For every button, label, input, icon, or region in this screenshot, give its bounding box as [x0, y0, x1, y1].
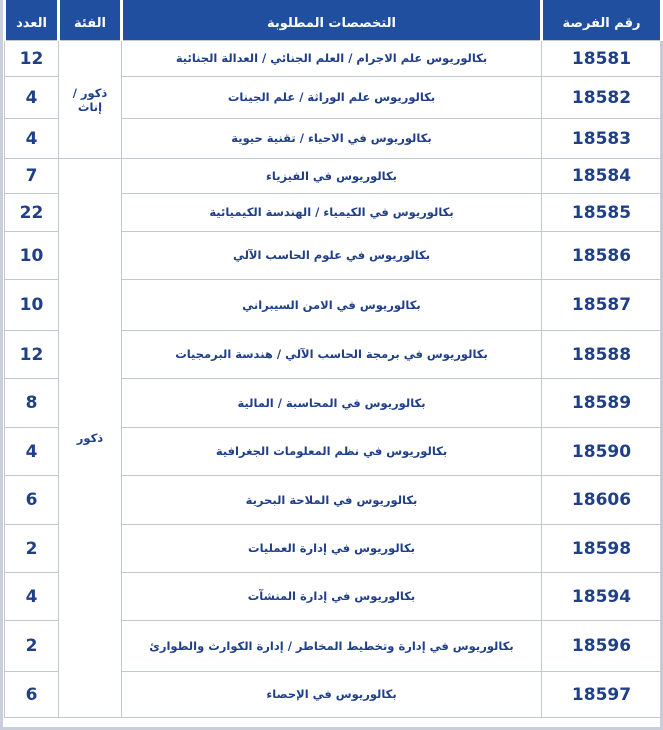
table-row [5, 41, 662, 77]
specialization: بكالوريوس في الامن السيبراني [122, 280, 542, 331]
seat-count: 10 [5, 280, 59, 331]
header-specialization: التخصصات المطلوبة [122, 0, 542, 41]
specialization: بكالوريوس في الكيمياء / الهندسة الكيميائية [122, 194, 542, 232]
specialization: بكالوريوس علم الاجرام / العلم الجنائي / العدالة الجنائية [122, 41, 542, 77]
opportunity-code: 18585 [542, 194, 662, 232]
opportunity-code: 18606 [542, 476, 662, 525]
opportunity-code: 18583 [542, 119, 662, 159]
seat-count: 6 [5, 672, 59, 718]
table-row [5, 159, 662, 194]
specialization: بكالوريوس في إدارة وتخطيط المخاطر / إدارة الكوارث والطوارئ [122, 621, 542, 672]
seat-count: 4 [5, 119, 59, 159]
seat-count: 2 [5, 621, 59, 672]
opportunity-code: 18590 [542, 428, 662, 476]
seat-count: 10 [5, 232, 59, 280]
seat-count: 12 [5, 41, 59, 77]
header-code: رقم الفرصة [542, 0, 662, 41]
opportunity-code: 18586 [542, 232, 662, 280]
table-header-row [5, 0, 662, 41]
opportunities-table [3, 0, 663, 718]
category-mixed: ذكور / إناث [59, 41, 122, 159]
header-count: العدد [5, 0, 59, 41]
opportunity-code: 18597 [542, 672, 662, 718]
opportunity-code: 18587 [542, 280, 662, 331]
specialization: بكالوريوس في الإحصاء [122, 672, 542, 718]
seat-count: 4 [5, 77, 59, 119]
opportunity-code: 18589 [542, 379, 662, 428]
seat-count: 4 [5, 428, 59, 476]
opportunity-code: 18598 [542, 525, 662, 573]
specialization: بكالوريوس علم الوراثة / علم الجينات [122, 77, 542, 119]
opportunity-code: 18581 [542, 41, 662, 77]
opportunity-code: 18582 [542, 77, 662, 119]
specialization: بكالوريوس في نظم المعلومات الجغرافية [122, 428, 542, 476]
specialization: بكالوريوس في إدارة العمليات [122, 525, 542, 573]
seat-count: 7 [5, 159, 59, 194]
seat-count: 12 [5, 331, 59, 379]
specialization: بكالوريوس في الفيزياء [122, 159, 542, 194]
specialization: بكالوريوس في الاحياء / تقنية حيوية [122, 119, 542, 159]
seat-count: 4 [5, 573, 59, 621]
opportunity-code: 18588 [542, 331, 662, 379]
opportunity-code: 18584 [542, 159, 662, 194]
specialization: بكالوريوس في المحاسبة / المالية [122, 379, 542, 428]
specialization: بكالوريوس في الملاحة البحرية [122, 476, 542, 525]
seat-count: 22 [5, 194, 59, 232]
seat-count: 8 [5, 379, 59, 428]
specialization: بكالوريوس في إدارة المنشآت [122, 573, 542, 621]
specialization: بكالوريوس في برمجة الحاسب الآلي / هندسة البرمجيات [122, 331, 542, 379]
header-category: الفئة [59, 0, 122, 41]
seat-count: 2 [5, 525, 59, 573]
opportunity-code: 18596 [542, 621, 662, 672]
specialization: بكالوريوس في علوم الحاسب الآلي [122, 232, 542, 280]
opportunity-code: 18594 [542, 573, 662, 621]
seat-count: 6 [5, 476, 59, 525]
category-male: ذكور [59, 159, 122, 718]
